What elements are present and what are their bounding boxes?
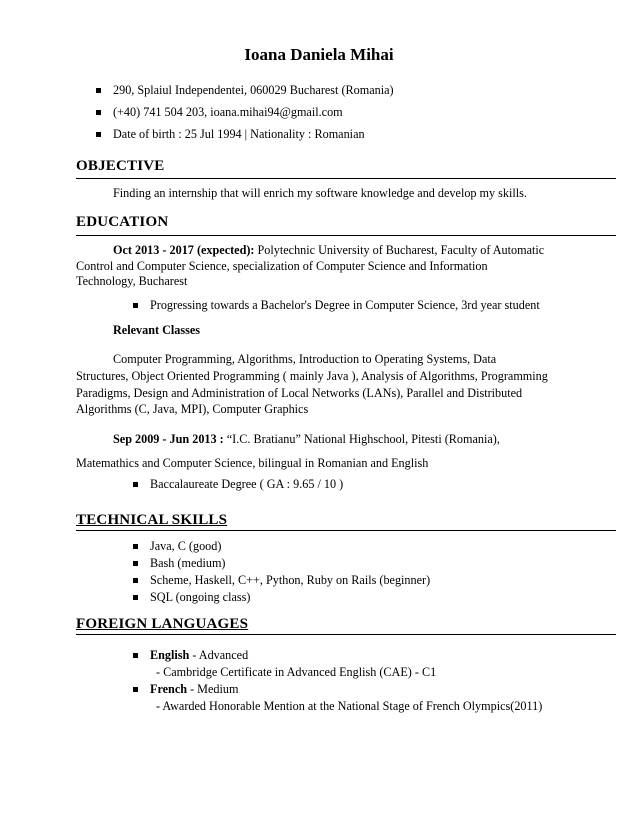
highschool-detail: Matemathics and Computer Science, bilingual in Romanian and English xyxy=(76,456,429,470)
classes-heading: Relevant Classes xyxy=(113,323,200,337)
education-heading: EDUCATION xyxy=(76,214,169,230)
languages-heading: FOREIGN LANGUAGES xyxy=(76,616,249,632)
classes-text: Algorithms (C, Java, MPI), Computer Graphics xyxy=(76,402,309,416)
university-name: Polytechnic University of Bucharest, Faculty of Automatic xyxy=(254,243,545,257)
degree-progress: Progressing towards a Bachelor's Degree in Computer Science, 3rd year student xyxy=(150,298,540,312)
language-level: - Advanced xyxy=(189,648,249,662)
skill-item: Bash (medium) xyxy=(150,556,226,570)
baccalaureate-line: Baccalaureate Degree ( GA : 9.65 / 10 ) xyxy=(150,477,344,491)
university-entry xyxy=(113,243,544,258)
address-line: 290, Splaiul Independentei, 060029 Bucharest (Romania) xyxy=(113,83,394,97)
skills-heading: TECHNICAL SKILLS xyxy=(76,512,228,528)
language-english xyxy=(150,648,248,663)
section-divider xyxy=(76,235,616,236)
classes-text: Structures, Object Oriented Programming ( mainly Java ), Analysis of Algorithms, Programming xyxy=(76,369,548,383)
bullet-icon xyxy=(133,687,138,692)
language-level: - Medium xyxy=(187,682,239,696)
skill-item: Java, C (good) xyxy=(150,539,222,553)
language-french xyxy=(150,682,238,697)
bullet-icon xyxy=(133,653,138,658)
objective-text: Finding an internship that will enrich my software knowledge and develop my skills. xyxy=(113,186,527,200)
university-detail: Control and Computer Science, specialization of Computer Science and Information xyxy=(76,259,488,273)
contact-line: (+40) 741 504 203, ioana.mihai94@gmail.com xyxy=(113,105,343,119)
university-location: Technology, Bucharest xyxy=(76,274,188,288)
classes-text: Computer Programming, Algorithms, Introduction to Operating Systems, Data xyxy=(113,352,497,366)
highschool-name: “I.C. Bratianu” National Highschool, Pitesti (Romania), xyxy=(223,432,500,446)
bullet-icon xyxy=(96,110,101,115)
language-name: French xyxy=(150,682,188,696)
section-divider xyxy=(76,530,616,531)
bullet-icon xyxy=(96,132,101,137)
bullet-icon xyxy=(133,303,138,308)
bullet-icon xyxy=(133,544,138,549)
language-note: - Awarded Honorable Mention at the National Stage of French Olympics(2011) xyxy=(156,699,543,713)
highschool-dates: Sep 2009 - Jun 2013 : xyxy=(113,432,224,446)
objective-heading: OBJECTIVE xyxy=(76,158,165,174)
classes-text: Paradigms, Design and Administration of Local Networks (LANs), Parallel and Distributed xyxy=(76,386,523,400)
section-divider xyxy=(76,178,616,179)
skill-item: SQL (ongoing class) xyxy=(150,590,251,604)
resume-name: Ioana Daniela Mihai xyxy=(244,45,394,64)
skill-item: Scheme, Haskell, C++, Python, Ruby on Rails (beginner) xyxy=(150,573,431,587)
highschool-entry xyxy=(113,432,500,447)
bullet-icon xyxy=(96,88,101,93)
section-divider xyxy=(76,634,616,635)
birth-line: Date of birth : 25 Jul 1994 | Nationality : Romanian xyxy=(113,127,365,141)
language-note: - Cambridge Certificate in Advanced English (CAE) - C1 xyxy=(156,665,437,679)
language-name: English xyxy=(150,648,190,662)
bullet-icon xyxy=(133,578,138,583)
bullet-icon xyxy=(133,595,138,600)
bullet-icon xyxy=(133,482,138,487)
bullet-icon xyxy=(133,561,138,566)
university-dates: Oct 2013 - 2017 (expected): xyxy=(113,243,255,257)
